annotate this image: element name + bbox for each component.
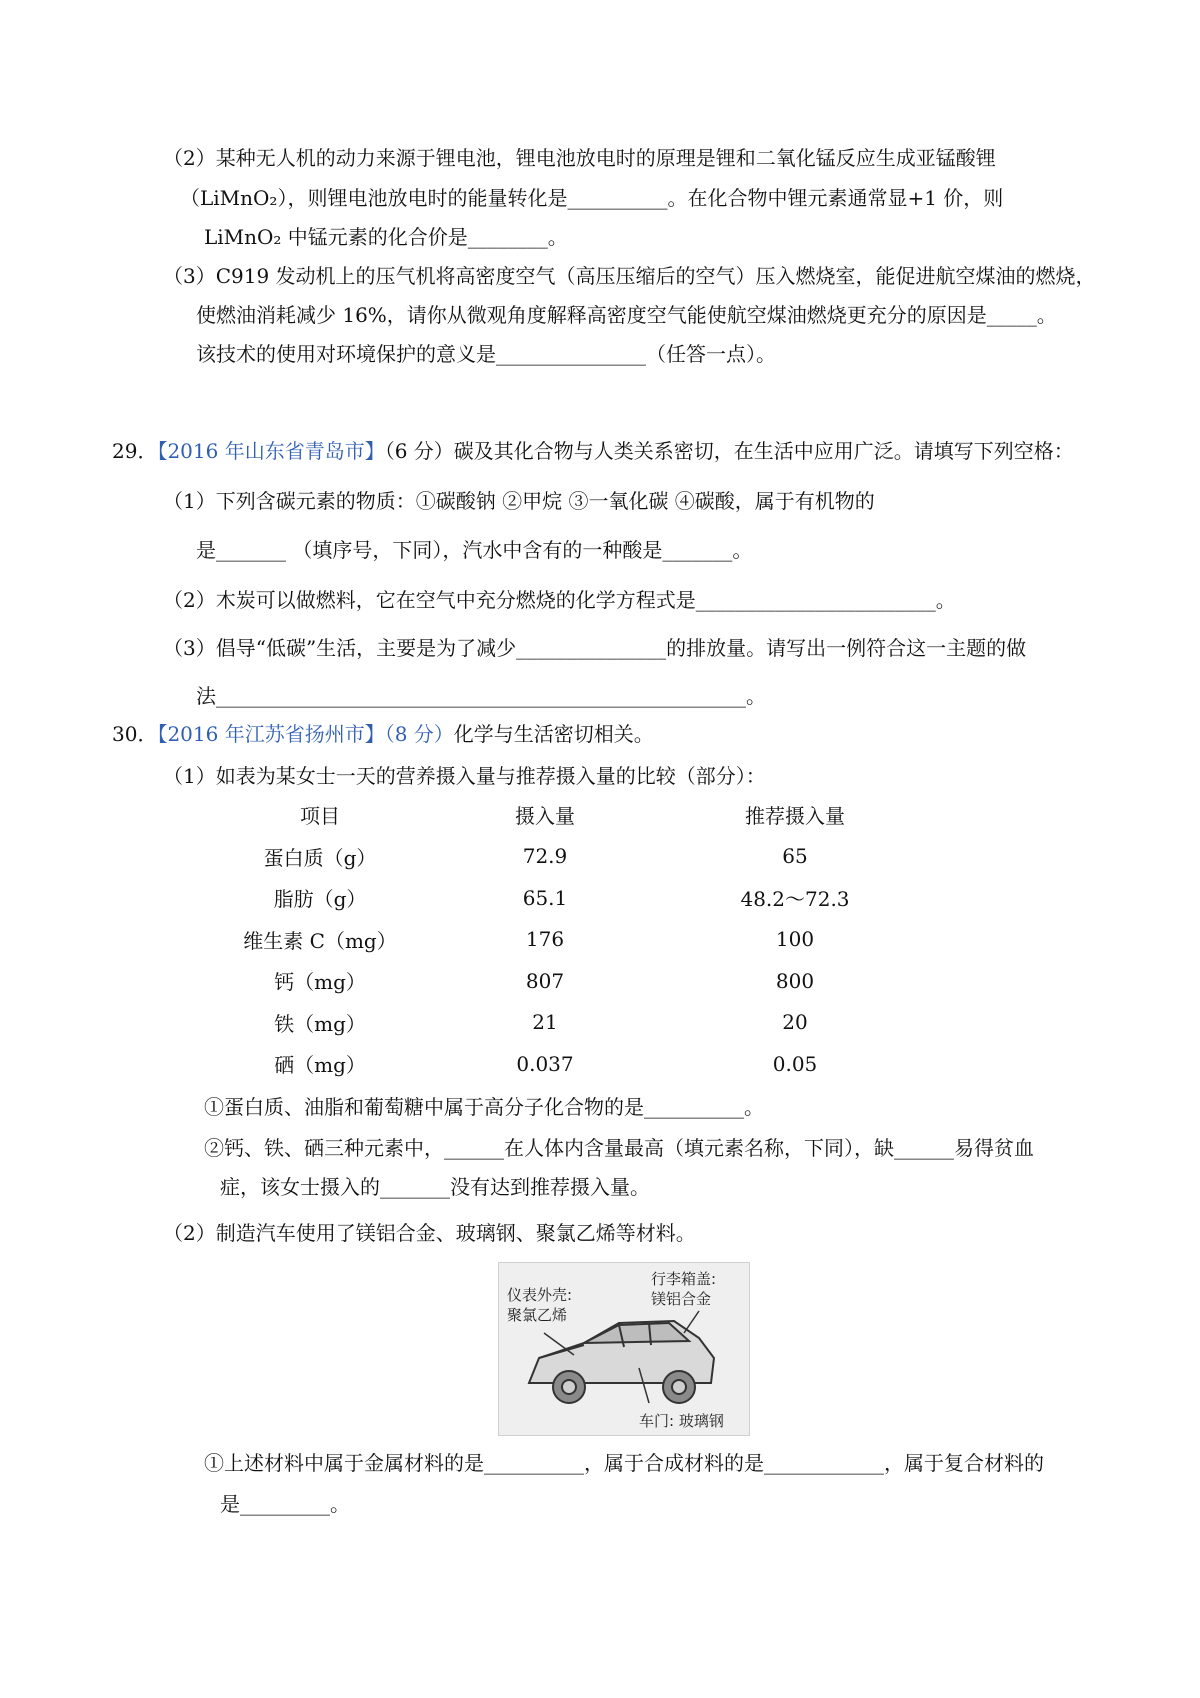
table-cell: 蛋白质（g） <box>263 845 377 870</box>
table-cell: 176 <box>525 927 565 952</box>
table-cell: 0.05 <box>772 1051 818 1076</box>
label-trunk: 行李箱盖: 镁铝合金 <box>651 1270 717 1308</box>
q28-part2-line2: （LiMnO₂），则锂电池放电时的能量转化是__________。在化合物中锂元素通常显+1 价，则 <box>180 186 1004 210</box>
car-materials-figure <box>498 1262 750 1436</box>
q30-sub3-line2: 是_________。 <box>220 1492 350 1516</box>
q29-part3-line1: （3）倡导“低碳”生活，主要是为了减少_______________的排放量。请写出一例符合这一主题的做 <box>163 636 1027 660</box>
table-cell: 65 <box>782 844 808 869</box>
q30-stem: 化学与生活密切相关。 <box>453 722 654 746</box>
q28-part2-line1: （2）某种无人机的动力来源于锂电池，锂电池放电时的原理是锂和二氧化锰反应生成亚锰酸锂 <box>163 146 996 170</box>
table-row <box>230 919 910 961</box>
q30-number: 30． <box>112 722 158 746</box>
q28-part3-line1: （3）C919 发动机上的压气机将高密度空气（高压压缩后的空气）压入燃烧室，能促进航空煤油的燃烧， <box>163 264 1096 288</box>
q29-header <box>112 437 1074 465</box>
table-cell: 硒（mg） <box>274 1053 366 1078</box>
table-cell: 65.1 <box>522 885 568 910</box>
q30-part1-intro: （1）如表为某女士一天的营养摄入量与推荐摄入量的比较（部分）： <box>163 764 766 788</box>
q29-source: 【2016 年山东省青岛市】 <box>157 439 385 463</box>
table-row <box>230 1002 910 1044</box>
table-cell: 807 <box>525 968 565 993</box>
table-cell: 100 <box>775 927 815 952</box>
table-cell: 800 <box>775 968 815 993</box>
q30-sub2-line1: ②钙、铁、硒三种元素中，______在人体内含量最高（填元素名称，下同），缺______易得贫血 <box>204 1136 1034 1160</box>
label-door: 车门: 玻璃钢 <box>639 1412 724 1430</box>
q30-source: 【2016 年江苏省扬州市】（8 分） <box>157 722 454 746</box>
table-cell: 项目 <box>300 804 340 829</box>
table-cell: 20 <box>782 1010 808 1035</box>
q30-part2-intro: （2）制造汽车使用了镁铝合金、玻璃钢、聚氯乙烯等材料。 <box>163 1221 696 1245</box>
table-cell: 钙（mg） <box>274 970 366 995</box>
q29-part3-line2: 法_____________________________________________________。 <box>196 684 766 708</box>
q28-part3-line2: 使燃油消耗减少 16%，请你从微观角度解释高密度空气能使航空煤油燃烧更充分的原因是_____。 <box>196 303 1057 327</box>
q30-sub3-line1: ①上述材料中属于金属材料的是__________，属于合成材料的是____________，属于复合材料的 <box>204 1451 1044 1475</box>
table-cell: 0.037 <box>516 1051 574 1076</box>
q30-sub1: ①蛋白质、油脂和葡萄糖中属于高分子化合物的是__________。 <box>204 1095 764 1119</box>
table-cell: 摄入量 <box>515 804 575 829</box>
table-cell: 维生素 C（mg） <box>243 928 397 953</box>
q28-part2-line3: LiMnO₂ 中锰元素的化合价是________。 <box>204 225 568 249</box>
table-cell: 铁（mg） <box>274 1011 366 1036</box>
q30-header <box>112 720 654 748</box>
table-cell: 72.9 <box>522 844 568 869</box>
q29-part2: （2）木炭可以做燃料，它在空气中充分燃烧的化学方程式是________________________。 <box>163 588 956 612</box>
table-cell: 48.2～72.3 <box>740 887 850 912</box>
nutrition-table <box>230 794 910 1085</box>
label-dashboard: 仪表外壳: 聚氯乙烯 <box>507 1286 573 1324</box>
table-cell: 脂肪（g） <box>273 887 367 912</box>
q30-sub2-line2: 症，该女士摄入的_______没有达到推荐摄入量。 <box>220 1175 650 1199</box>
table-row <box>230 877 910 919</box>
table-cell: 推荐摄入量 <box>745 804 845 829</box>
table-cell: 21 <box>532 1010 558 1035</box>
table-row <box>230 960 910 1002</box>
q29-stem: （6 分）碳及其化合物与人类关系密切，在生活中应用广泛。请填写下列空格： <box>384 439 1074 463</box>
table-row <box>230 1043 910 1085</box>
q28-part3-line3: 该技术的使用对环境保护的意义是_______________（任答一点）。 <box>196 342 776 366</box>
q29-number: 29． <box>112 439 158 463</box>
table-header-row <box>230 794 910 836</box>
table-row <box>230 836 910 878</box>
q29-part1-line2: 是_______ （填序号，下同），汽水中含有的一种酸是_______。 <box>196 538 753 562</box>
q29-part1-line1: （1）下列含碳元素的物质：①碳酸钠 ②甲烷 ③一氧化碳 ④碳酸，属于有机物的 <box>163 489 875 513</box>
